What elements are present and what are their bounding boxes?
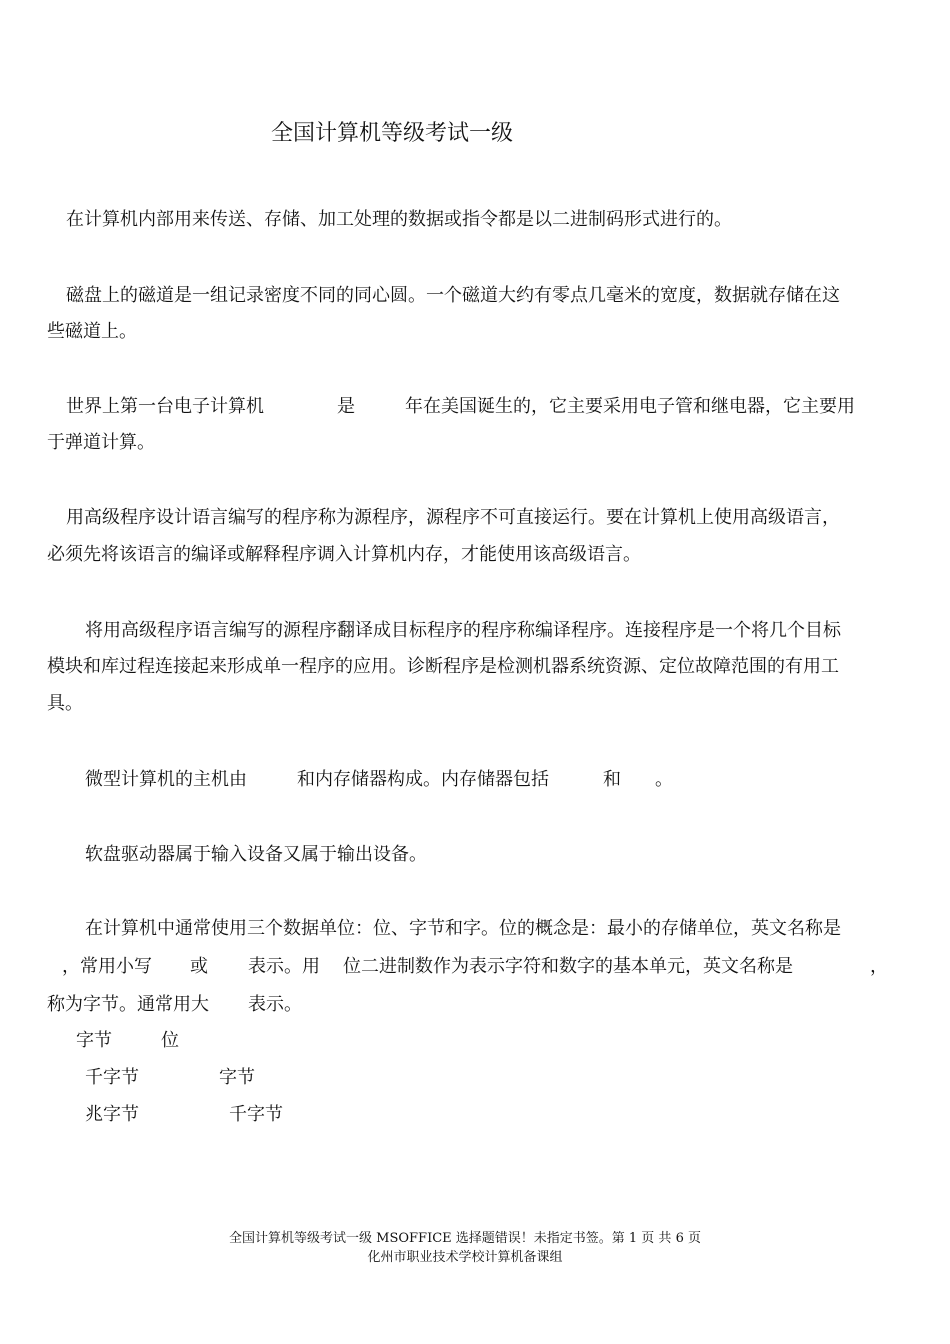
paragraph-host-d: 。 — [655, 769, 673, 790]
paragraph-first-computer-line2: 于弹道计算。 — [47, 432, 155, 453]
paragraph-units-l2c: 表示。用 — [248, 956, 320, 977]
unit-row-right: 位 — [161, 1030, 179, 1051]
paragraph-disk-line1: 磁盘上的磁道是一组记录密度不同的同心圆。一个磁道大约有零点几毫米的宽度，数据就存储在这 — [66, 285, 840, 306]
footer-line2: 化州市职业技术学校计算机备课组 — [367, 1250, 563, 1265]
paragraph-floppy: 软盘驱动器属于输入设备又属于输出设备。 — [85, 844, 427, 865]
paragraph-units-l2d: 位二进制数作为表示字符和数字的基本单元，英文名称是 — [343, 956, 793, 977]
unit-row-left: 字节 — [76, 1030, 112, 1051]
paragraph-host-b: 和内存储器构成。内存储器包括 — [297, 769, 549, 790]
paragraph-host-c: 和 — [603, 769, 621, 790]
paragraph-source-line2: 必须先将该语言的编译或解释程序调入计算机内存，才能使用该高级语言。 — [47, 544, 641, 565]
paragraph-units-l2a: ，常用小写 — [62, 956, 152, 977]
unit-row-left: 千字节 — [85, 1067, 139, 1088]
paragraph-binary: 在计算机内部用来传送、存储、加工处理的数据或指令都是以二进制码形式进行的。 — [66, 209, 732, 230]
paragraph-first-computer-a: 世界上第一台电子计算机 — [66, 396, 264, 417]
paragraph-units-l2e: ， — [870, 956, 888, 977]
paragraph-units-l3b: 表示。 — [248, 994, 302, 1015]
paragraph-source-line1: 用高级程序设计语言编写的程序称为源程序，源程序不可直接运行。要在计算机上使用高级语言， — [66, 507, 840, 528]
paragraph-host-a: 微型计算机的主机由 — [85, 769, 247, 790]
paragraph-compiler-line3: 具。 — [47, 693, 83, 714]
paragraph-compiler-line2: 模块和库过程连接起来形成单一程序的应用。诊断程序是检测机器系统资源、定位故障范围的有用工 — [47, 656, 839, 677]
paragraph-disk-line2: 些磁道上。 — [47, 321, 137, 342]
paragraph-units-line1: 在计算机中通常使用三个数据单位：位、字节和字。位的概念是：最小的存储单位，英文名称是 — [85, 918, 841, 939]
footer-line1: 全国计算机等级考试一级 MSOFFICE 选择题错误！未指定书签。第 1 页 共 6 页 — [229, 1231, 701, 1246]
unit-row-left: 兆字节 — [85, 1104, 139, 1125]
unit-row-right: 字节 — [219, 1067, 255, 1088]
paragraph-first-computer-b: 是 — [337, 396, 355, 417]
document-title: 全国计算机等级考试一级 — [271, 121, 514, 146]
paragraph-compiler-line1: 将用高级程序语言编写的源程序翻译成目标程序的程序称编译程序。连接程序是一个将几个目标 — [85, 620, 841, 641]
paragraph-first-computer-c: 年在美国诞生的，它主要采用电子管和继电器，它主要用 — [405, 396, 855, 417]
unit-row-right: 千字节 — [229, 1104, 283, 1125]
paragraph-units-l3a: 称为字节。通常用大 — [47, 994, 209, 1015]
paragraph-units-l2b: 或 — [190, 956, 208, 977]
